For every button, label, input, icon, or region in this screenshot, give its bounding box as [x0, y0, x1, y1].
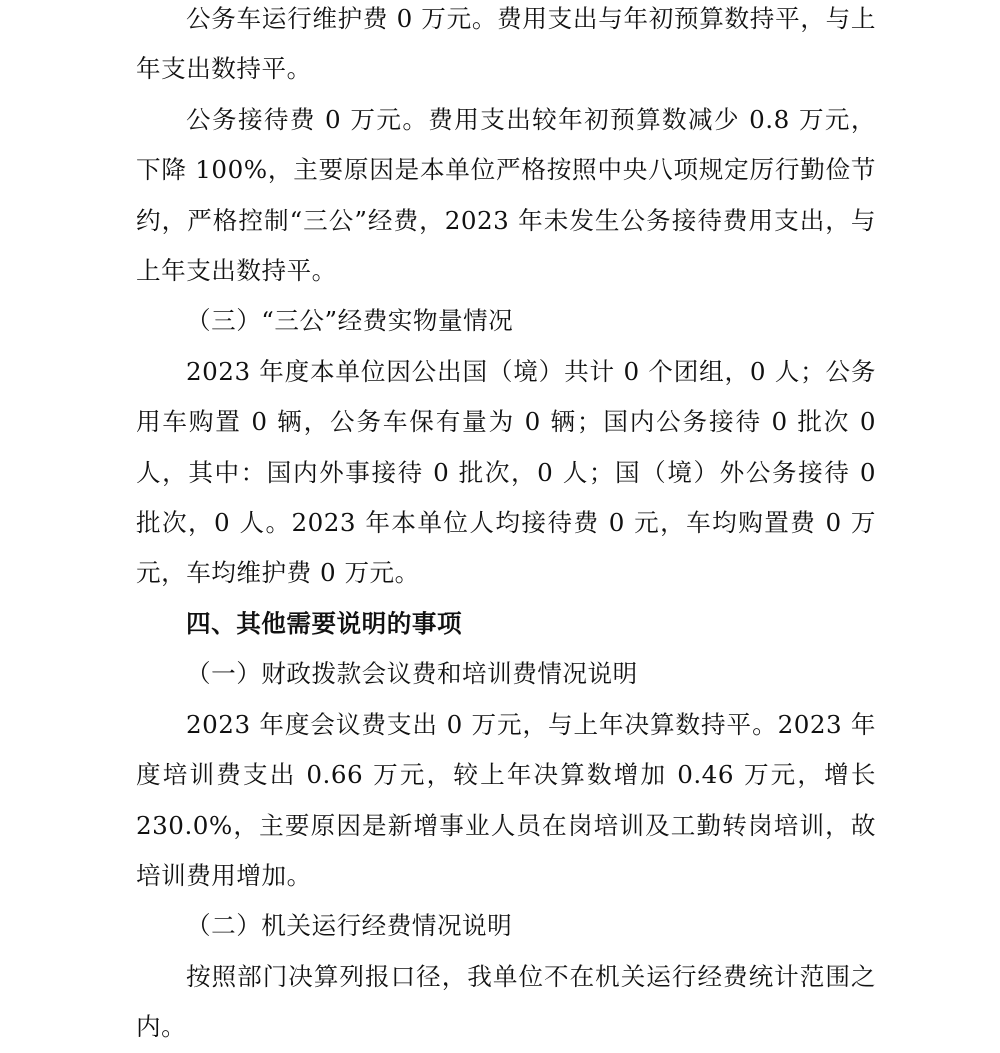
- section-heading-meeting-training: （一）财政拨款会议费和培训费情况说明: [186, 659, 638, 689]
- section-heading-operating-expense: （二）机关运行经费情况说明: [186, 911, 513, 941]
- paragraph-reception-expense: 公务接待费 0 万元。费用支出较年初预算数减少 0.8 万元，下降 100%，主要原因是本单位严格按照中央八项规定厉行勤俭节约，严格控制“三公”经费，2023 年未发生公务接待费用支出，与上年支出数持平。: [136, 104, 876, 286]
- paragraph-vehicle-maintenance: 公务车运行维护费 0 万元。费用支出与年初预算数持平，与上年支出数持平。: [136, 4, 876, 84]
- document-body: [136, 0, 876, 1053]
- paragraph-operating-expense: 按照部门决算列报口径，我单位不在机关运行经费统计范围之内。: [136, 961, 876, 1042]
- section-heading-physical-quantity: （三）“三公”经费实物量情况: [186, 306, 514, 336]
- paragraph-meeting-training: 2023 年度会议费支出 0 万元，与上年决算数持平。2023 年度培训费支出 0.66 万元，较上年决算数增加 0.46 万元，增长 230.0%，主要原因是新增事业人员在岗培训及工勤转岗培训，故培训费用增加。: [136, 709, 876, 890]
- section-heading-other-matters: 四、其他需要说明的事项: [186, 608, 463, 638]
- paragraph-physical-quantity: 2023 年度本单位因公出国（境）共计 0 个团组，0 人；公务用车购置 0 辆，公务车保有量为 0 辆；国内公务接待 0 批次 0 人，其中：国内外事接待 0 批次，0 人；国（境）外公务接待 0 批次，0 人。2023 年本单位人均接待费 0 元，车均购置费 0 万元，车均维护费 0 万元。: [136, 356, 876, 588]
